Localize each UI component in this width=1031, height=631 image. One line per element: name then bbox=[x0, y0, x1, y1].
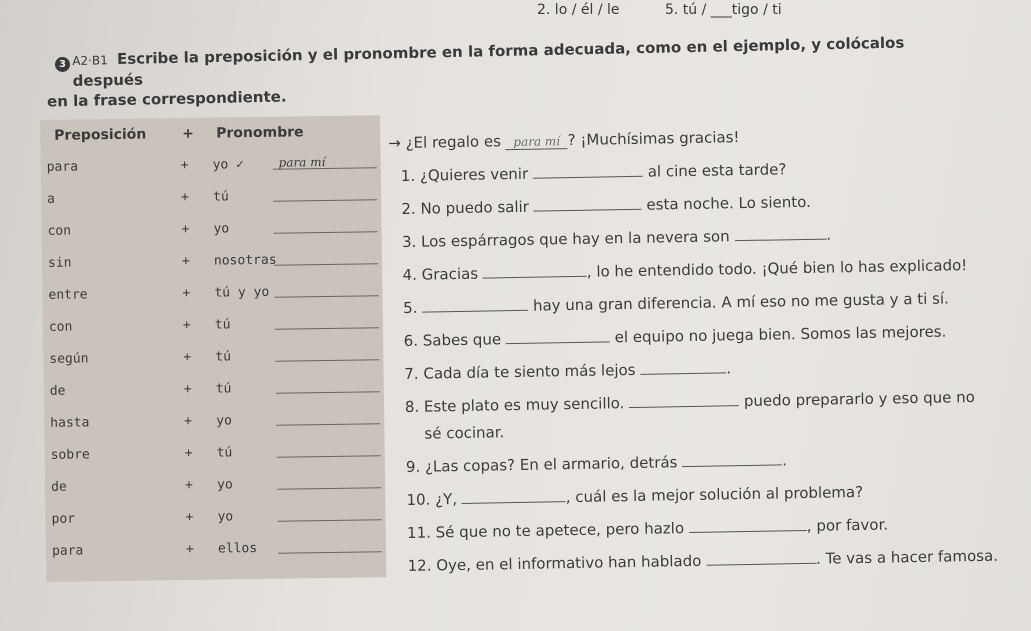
sentence-2: 2. No puedo salir esta noche. Lo siento. bbox=[401, 192, 811, 218]
row-pronoun: tú y yo bbox=[214, 284, 270, 301]
answer-blank[interactable] bbox=[689, 530, 807, 533]
answer-line[interactable] bbox=[277, 487, 381, 489]
table-row bbox=[41, 215, 381, 248]
answer-line[interactable] bbox=[276, 423, 380, 425]
instruction-line-1: Escribe la preposición y el pronombre en la forma adecuada, como en el ejemplo, y colócalos después bbox=[72, 33, 905, 90]
answer-blank[interactable] bbox=[533, 176, 643, 179]
example-answer-blank: para mí bbox=[506, 134, 568, 150]
plus-sign: + bbox=[185, 509, 194, 526]
answer-line[interactable] bbox=[278, 519, 382, 521]
sentence-11: 11. Sé que no te apetece, pero hazlo , por favor. bbox=[406, 515, 889, 542]
level-tag: A2·B1 bbox=[72, 53, 108, 68]
row-preposition: según bbox=[49, 351, 89, 367]
answer-blank[interactable] bbox=[706, 563, 816, 566]
sentence-3: 3. Los espárragos que hay en la nevera son . bbox=[401, 225, 832, 251]
sentence-7: 7. Cada día te siento más lejos . bbox=[404, 359, 732, 383]
row-pronoun: nosotras bbox=[213, 252, 277, 269]
exercise-instruction bbox=[46, 31, 978, 111]
row-pronoun: yo bbox=[217, 509, 234, 525]
sentence-8-continuation: sé cocinar. bbox=[424, 423, 505, 443]
table-row bbox=[45, 439, 385, 472]
plus-sign: + bbox=[181, 221, 190, 238]
plus-sign: + bbox=[184, 445, 193, 462]
plus-sign: + bbox=[180, 189, 190, 206]
table-row bbox=[45, 471, 385, 504]
row-preposition: para bbox=[51, 543, 84, 559]
row-preposition: sobre bbox=[50, 447, 90, 463]
row-preposition: para bbox=[46, 159, 79, 175]
row-pronoun: ellos bbox=[217, 541, 258, 557]
row-pronoun: tú bbox=[216, 445, 233, 461]
plus-sign: + bbox=[185, 541, 194, 558]
answer-blank[interactable] bbox=[462, 501, 566, 504]
header-pronombre: Pronombre bbox=[216, 124, 304, 142]
plus-sign: + bbox=[180, 157, 189, 174]
answer-blank[interactable] bbox=[506, 341, 610, 344]
row-pronoun: tú bbox=[212, 189, 229, 205]
plus-sign: + bbox=[183, 381, 192, 398]
sentence-8: 8. Este plato es muy sencillo. puedo prepararlo y eso que no bbox=[404, 388, 976, 416]
answer-blank[interactable] bbox=[640, 372, 726, 375]
plus-sign: + bbox=[185, 477, 194, 494]
answer-line[interactable] bbox=[275, 359, 379, 361]
sentence-5: 5. hay una gran diferencia. A mí eso no me gusta y a ti sí. bbox=[402, 289, 949, 317]
previous-exercise-fragment-2: 2. lo / él / le bbox=[537, 2, 620, 18]
table-row bbox=[44, 375, 384, 408]
header-plus: + bbox=[182, 125, 195, 143]
answer-blank[interactable] bbox=[534, 209, 642, 212]
answer-blank[interactable] bbox=[682, 464, 782, 467]
answer-line[interactable] bbox=[277, 455, 381, 457]
answer-blank[interactable] bbox=[629, 405, 739, 408]
row-pronoun: yo bbox=[216, 413, 232, 429]
sentence-12: 12. Oye, en el informativo han hablado . Te vas a hacer famosa. bbox=[407, 546, 999, 575]
preposition-pronoun-table bbox=[40, 115, 386, 582]
sentence-list bbox=[388, 117, 1025, 575]
answer-blank[interactable] bbox=[735, 239, 827, 242]
row-preposition: a bbox=[47, 191, 56, 207]
table-row bbox=[44, 407, 384, 440]
sentence-4: 4. Gracias , lo he entendido todo. ¡Qué bien lo has explicado! bbox=[402, 256, 968, 284]
table-row bbox=[43, 343, 383, 376]
row-pronoun: tú bbox=[215, 349, 232, 365]
answer-line[interactable] bbox=[273, 199, 377, 201]
row-preposition: con bbox=[48, 319, 73, 335]
answer-line[interactable] bbox=[274, 295, 378, 297]
answer-line[interactable] bbox=[274, 231, 378, 233]
table-row bbox=[42, 279, 382, 312]
header-preposicion: Preposición bbox=[54, 126, 147, 144]
row-preposition: de bbox=[51, 479, 67, 495]
answer-line[interactable] bbox=[274, 263, 378, 265]
previous-exercise-fragment-5: 5. tú / ___tigo / ti bbox=[665, 2, 782, 18]
row-preposition: hasta bbox=[50, 415, 90, 431]
plus-sign: + bbox=[182, 317, 191, 334]
row-preposition: sin bbox=[47, 255, 72, 271]
sentence-9: 9. ¿Las copas? En el armario, detrás . bbox=[405, 451, 788, 476]
table-row bbox=[45, 503, 385, 536]
example-sentence: → ¿El regalo es para mí ? ¡Muchísimas gracias! bbox=[388, 128, 740, 153]
table-row bbox=[41, 183, 381, 216]
answer-line[interactable] bbox=[275, 327, 379, 329]
row-preposition: con bbox=[47, 223, 72, 239]
exercise-number-badge: 3 bbox=[55, 57, 70, 72]
answer-blank[interactable] bbox=[422, 310, 528, 313]
sentence-6: 6. Sabes que el equipo no juega bien. Somos las mejores. bbox=[403, 322, 947, 350]
row-preposition: entre bbox=[48, 287, 88, 303]
plus-sign: + bbox=[184, 413, 193, 430]
sentence-1: 1. ¿Quieres venir al cine esta tarde? bbox=[400, 160, 787, 185]
row-pronoun: tú bbox=[215, 381, 232, 397]
plus-sign: + bbox=[181, 253, 190, 270]
row-pronoun: yo bbox=[217, 477, 233, 493]
row-preposition: por bbox=[51, 511, 76, 527]
row-answer: para mí bbox=[278, 155, 326, 170]
table-row bbox=[42, 247, 382, 280]
answer-blank[interactable] bbox=[483, 276, 587, 279]
arrow-icon: → bbox=[388, 133, 401, 153]
table-row bbox=[41, 151, 381, 184]
row-pronoun: tú bbox=[214, 317, 231, 333]
answer-line[interactable] bbox=[276, 391, 380, 393]
plus-sign: + bbox=[182, 285, 191, 302]
row-pronoun: yo bbox=[213, 221, 230, 237]
table-row bbox=[46, 535, 386, 568]
row-preposition: de bbox=[49, 383, 66, 399]
plus-sign: + bbox=[183, 349, 192, 366]
row-pronoun: yo ✓ bbox=[212, 157, 245, 173]
table-row bbox=[43, 311, 383, 344]
answer-line[interactable] bbox=[278, 551, 382, 553]
instruction-line-2: en la frase correspondiente. bbox=[46, 87, 287, 111]
sentence-10: 10. ¿Y, , cuál es la mejor solución al problema? bbox=[406, 482, 864, 509]
